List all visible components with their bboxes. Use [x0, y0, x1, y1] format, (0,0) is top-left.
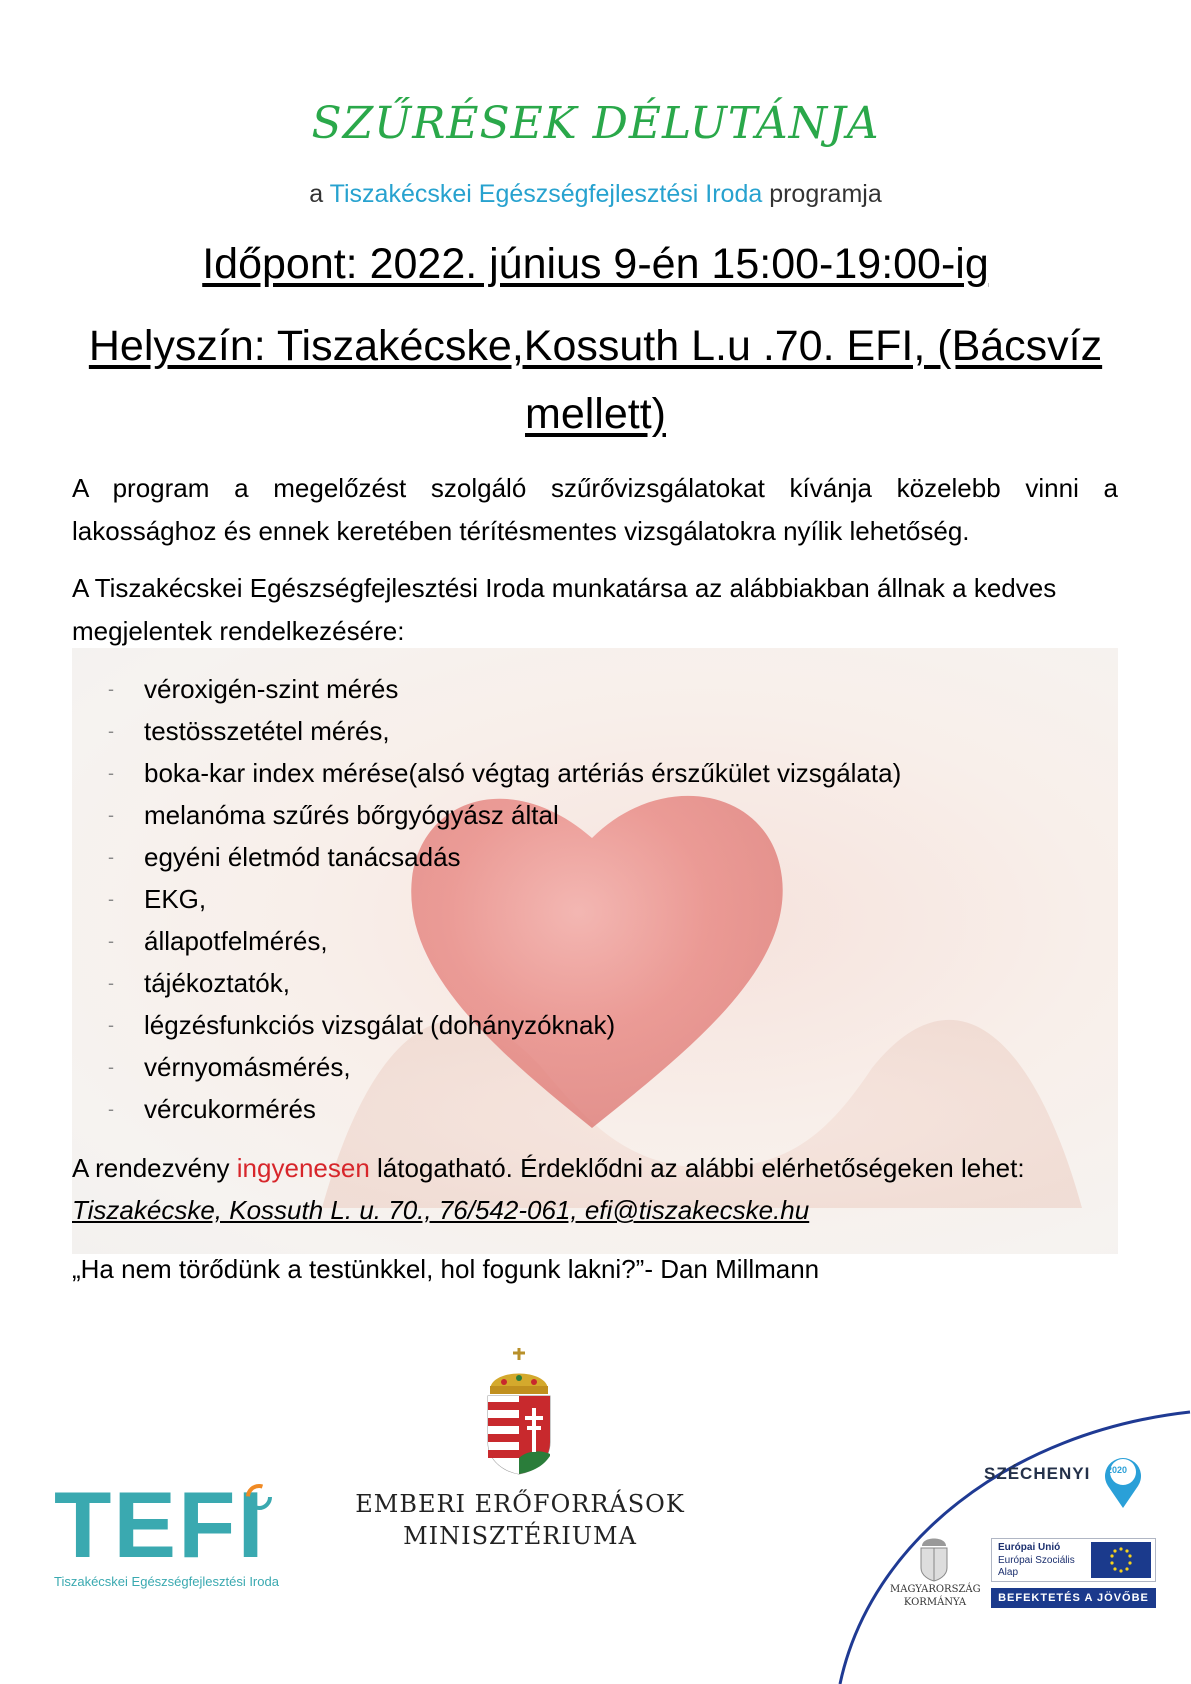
government-label — [890, 1583, 980, 1609]
szechenyi-label: SZÉCHENYI — [984, 1464, 1091, 1483]
event-place-text-1: Helyszín: Tiszakécske,Kossuth L.u .70. EFI, (Bácsvíz — [88, 322, 1103, 370]
intro-paragraph-2-line-1: A Tiszakécskei Egészségfejlesztési Iroda munkatársa az alábbiakban állnak a kedves — [72, 573, 1057, 603]
service-label: EKG, — [144, 884, 207, 914]
list-item — [72, 962, 1072, 1004]
service-label: vércukormérés — [144, 1094, 316, 1124]
list-item — [72, 836, 1072, 878]
service-label: véroxigén-szint mérés — [144, 674, 399, 704]
event-place-text-2: mellett) — [525, 390, 666, 438]
eu-fund-box — [991, 1538, 1156, 1582]
szechenyi-year: 2020 — [1107, 1465, 1128, 1475]
list-item — [72, 668, 1072, 710]
list-item — [72, 794, 1072, 836]
service-label: vérnyomásmérés, — [144, 1052, 351, 1082]
government-line-1: MAGYARORSZÁG — [890, 1584, 981, 1595]
subtitle-organization: Tiszakécskei Egészségfejlesztési Iroda — [329, 180, 763, 208]
eu-fund-name — [998, 1555, 1075, 1579]
ministry-logo-text — [340, 1488, 700, 1552]
eu-fund-line-1: Európai Szociális — [998, 1555, 1075, 1566]
coat-of-arms-icon — [482, 1346, 556, 1476]
list-item — [72, 920, 1072, 962]
contact-line — [72, 1189, 1118, 1232]
eu-flag-icon — [1091, 1542, 1151, 1578]
service-label: testösszetétel mérés, — [144, 716, 390, 746]
bullet-dash: - — [108, 1057, 114, 1077]
intro-paragraph-1-line-2: lakossághoz és ennek keretében térítésmentes vizsgálatokra nyílik lehetőség. — [72, 516, 970, 546]
government-line-2: KORMÁNYA — [903, 1597, 967, 1608]
list-item — [72, 1046, 1072, 1088]
event-place-line1 — [0, 322, 1191, 371]
service-label: melanóma szűrés bőrgyógyász által — [144, 800, 559, 830]
ministry-line-1: EMBERI ERŐFORRÁSOK — [355, 1490, 685, 1518]
bullet-dash: - — [108, 931, 114, 951]
quote: „Ha nem törődünk a testünkkel, hol fogunk lakni?”- Dan Millmann — [72, 1254, 820, 1284]
tefi-wordmark: TEFI — [54, 1472, 266, 1577]
service-label: tájékoztatók, — [144, 968, 290, 998]
list-item — [72, 1088, 1072, 1130]
closing-statement — [72, 1147, 1118, 1190]
service-label: légzésfunkciós vizsgálat (dohányzóknak) — [144, 1010, 616, 1040]
free-highlight: ingyenesen — [236, 1153, 370, 1183]
closing-prefix: A rendezvény — [72, 1153, 237, 1183]
subtitle — [0, 180, 1191, 209]
eu-fund-line-2: Alap — [998, 1567, 1019, 1578]
bullet-dash: - — [108, 805, 114, 825]
tefi-subtitle: Tiszakécskei Egészségfejlesztési Iroda — [54, 1574, 279, 1589]
event-place-line2 — [0, 390, 1191, 439]
bullet-dash: - — [108, 973, 114, 993]
bullet-dash: - — [108, 721, 114, 741]
list-item — [72, 710, 1072, 752]
tefi-swirl-icon — [244, 1482, 274, 1512]
intro-paragraph-2-line-2: megjelentek rendelkezésére: — [72, 616, 405, 646]
investment-banner: BEFEKTETÉS A JÖVŐBE — [991, 1588, 1156, 1608]
bullet-dash: - — [108, 847, 114, 867]
szechenyi-pin-icon — [1100, 1452, 1146, 1510]
ministry-line-2: MINISZTÉRIUMA — [403, 1522, 637, 1550]
bullet-dash: - — [108, 763, 114, 783]
contact-link[interactable]: Tiszakécske, Kossuth L. u. 70., 76/542-061, efi@tiszakecske.hu — [72, 1195, 810, 1225]
eu-title: Európai Unió — [998, 1542, 1061, 1553]
event-time-text: Időpont: 2022. június 9-én 15:00-19:00-ig — [202, 240, 989, 288]
intro-paragraph-1-line-1: A program a megelőzést szolgáló szűrővizsgálatokat kívánja közelebb vinni a — [72, 473, 1118, 503]
bullet-dash: - — [108, 679, 114, 699]
services-list — [72, 668, 1072, 1130]
closing-suffix: látogatható. Érdeklődni az alábbi elérhetőségeken lehet: — [369, 1153, 1025, 1183]
list-item — [72, 1004, 1072, 1046]
subtitle-prefix: a — [309, 180, 330, 208]
page-title: SZŰRÉSEK DÉLUTÁNJA — [311, 98, 880, 149]
service-label: boka-kar index mérése(alsó végtag artériás érszűkület vizsgálata) — [144, 758, 902, 788]
event-time — [0, 240, 1191, 289]
bullet-dash: - — [108, 889, 114, 909]
service-label: egyéni életmód tanácsadás — [144, 842, 461, 872]
subtitle-suffix: programja — [762, 180, 882, 208]
list-item — [72, 878, 1072, 920]
service-label: állapotfelmérés, — [144, 926, 328, 956]
bullet-dash: - — [108, 1015, 114, 1035]
bullet-dash: - — [108, 1099, 114, 1119]
government-crest-icon — [918, 1532, 950, 1582]
list-item — [72, 752, 1072, 794]
